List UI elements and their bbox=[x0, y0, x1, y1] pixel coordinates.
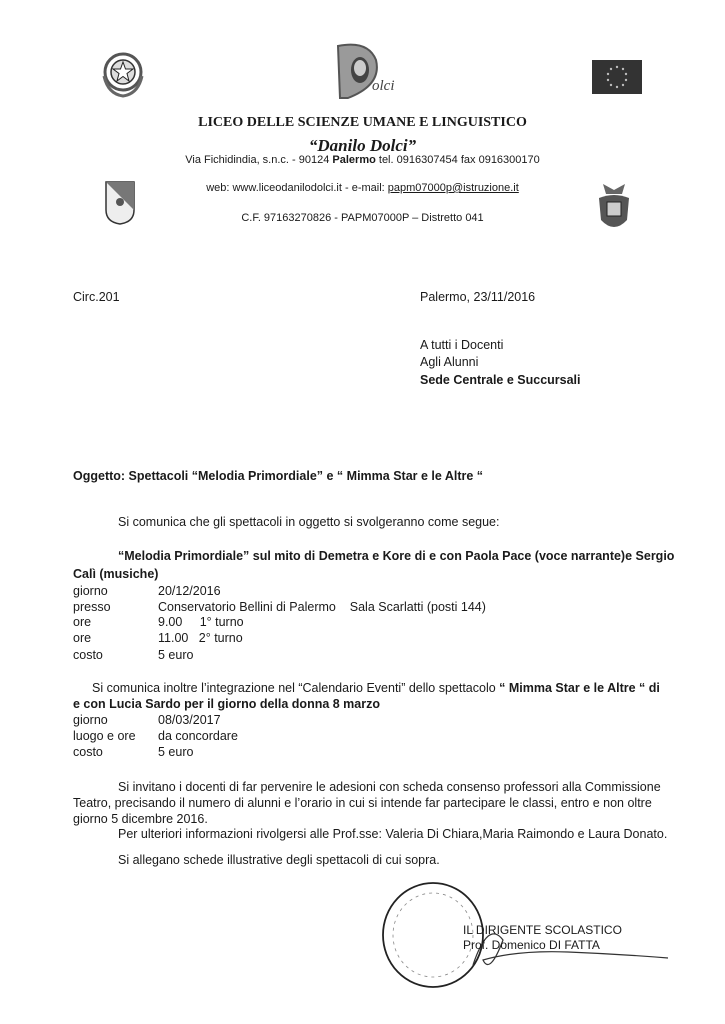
body-paragraph-1-line-1: Si invitano i docenti di far pervenire le adesioni con scheda consenso professori alla Commissione bbox=[118, 780, 661, 794]
email-link[interactable]: papm07000p@istruzione.it bbox=[387, 182, 519, 194]
show1-title: “Melodia Primordiale” sul mito di Demetra e Kore di e con Paola Pace (voce narrante)e Sergio bbox=[118, 549, 675, 563]
body-paragraph-1-line-3: giorno 5 dicembre 2016. bbox=[73, 812, 208, 826]
body-paragraph-2: Per ulteriori informazioni rivolgersi alle Prof.sse: Valeria Di Chiara,Maria Raimondo e Laura Donato. bbox=[118, 827, 668, 841]
body-paragraph-3: Si allegano schede illustrative degli spettacoli di cui sopra. bbox=[118, 853, 440, 867]
recipient-3: Sede Centrale e Succursali bbox=[420, 373, 581, 387]
row-label: giorno bbox=[73, 713, 108, 727]
row-value: 5 euro bbox=[158, 648, 194, 662]
show1-row bbox=[0, 629, 725, 647]
row-value: 08/03/2017 bbox=[158, 713, 221, 727]
row-label: ore bbox=[73, 615, 92, 629]
show2-title: “ Mimma Star e le Altre “ di bbox=[499, 681, 660, 695]
row-value: da concordare bbox=[158, 729, 238, 743]
eu-flag-icon bbox=[592, 60, 642, 94]
show2-intro-text: Si comunica inoltre l’integrazione nel “Calendario Eventi” dello spettacolo bbox=[92, 681, 500, 695]
row-label: presso bbox=[73, 600, 111, 614]
address-city: Palermo bbox=[332, 154, 376, 166]
row-value: Conservatorio Bellini di Palermo Sala Scarlatti (posti 144) bbox=[158, 600, 486, 614]
show1-title-cont: Calì (musiche) bbox=[73, 567, 159, 581]
row-label: ore bbox=[73, 631, 92, 645]
school-web bbox=[0, 179, 725, 197]
row-value: 20/12/2016 bbox=[158, 584, 221, 598]
school-name-heading: “Danilo Dolci” bbox=[308, 136, 417, 155]
show2-row bbox=[0, 743, 725, 761]
show1-row bbox=[0, 646, 725, 664]
signature-role: IL DIRIGENTE SCOLASTICO bbox=[463, 923, 622, 937]
subject-line: Oggetto: Spettacoli “Melodia Primordiale” e “ Mimma Star e le Altre “ bbox=[73, 469, 484, 483]
row-label: costo bbox=[73, 745, 103, 759]
body-paragraph-1-line-2: Teatro, precisando il numero di alunni e l’orario in cui si intende far partecipare le classi, entro e non oltre bbox=[73, 796, 652, 810]
show2-intro-cont: e con Lucia Sardo per il giorno della donna 8 marzo bbox=[73, 697, 381, 711]
school-type-heading: LICEO DELLE SCIENZE UMANE E LINGUISTICO bbox=[198, 115, 527, 130]
circular-number: Circ.201 bbox=[73, 290, 120, 304]
recipient-2: Agli Alunni bbox=[420, 355, 479, 369]
address-contacts: tel. 0916307454 fax 0916300170 bbox=[375, 154, 540, 166]
address-text: Via Fichidindia, s.n.c. - 90124 bbox=[185, 154, 333, 166]
row-label: costo bbox=[73, 648, 103, 662]
web-text: web: www.liceodanilodolci.it - e-mail: bbox=[206, 182, 388, 194]
school-logo: olci bbox=[328, 40, 398, 102]
recipient-1: A tutti i Docenti bbox=[420, 338, 504, 352]
intro-text: Si comunica che gli spettacoli in oggetto si svolgeranno come segue: bbox=[118, 515, 500, 529]
italian-republic-emblem-icon bbox=[98, 48, 148, 100]
row-label: luogo e ore bbox=[73, 729, 136, 743]
place-date: Palermo, 23/11/2016 bbox=[420, 290, 536, 304]
row-value: 11.00 2° turno bbox=[158, 631, 243, 645]
row-value: 9.00 1° turno bbox=[158, 615, 244, 629]
row-value: 5 euro bbox=[158, 745, 194, 759]
signature-name: Prof. Domenico DI FATTA bbox=[463, 938, 600, 952]
school-address bbox=[0, 151, 725, 169]
school-fiscal-code: C.F. 97163270826 - PAPM07000P – Distretto 041 bbox=[241, 212, 484, 224]
row-label: giorno bbox=[73, 584, 108, 598]
